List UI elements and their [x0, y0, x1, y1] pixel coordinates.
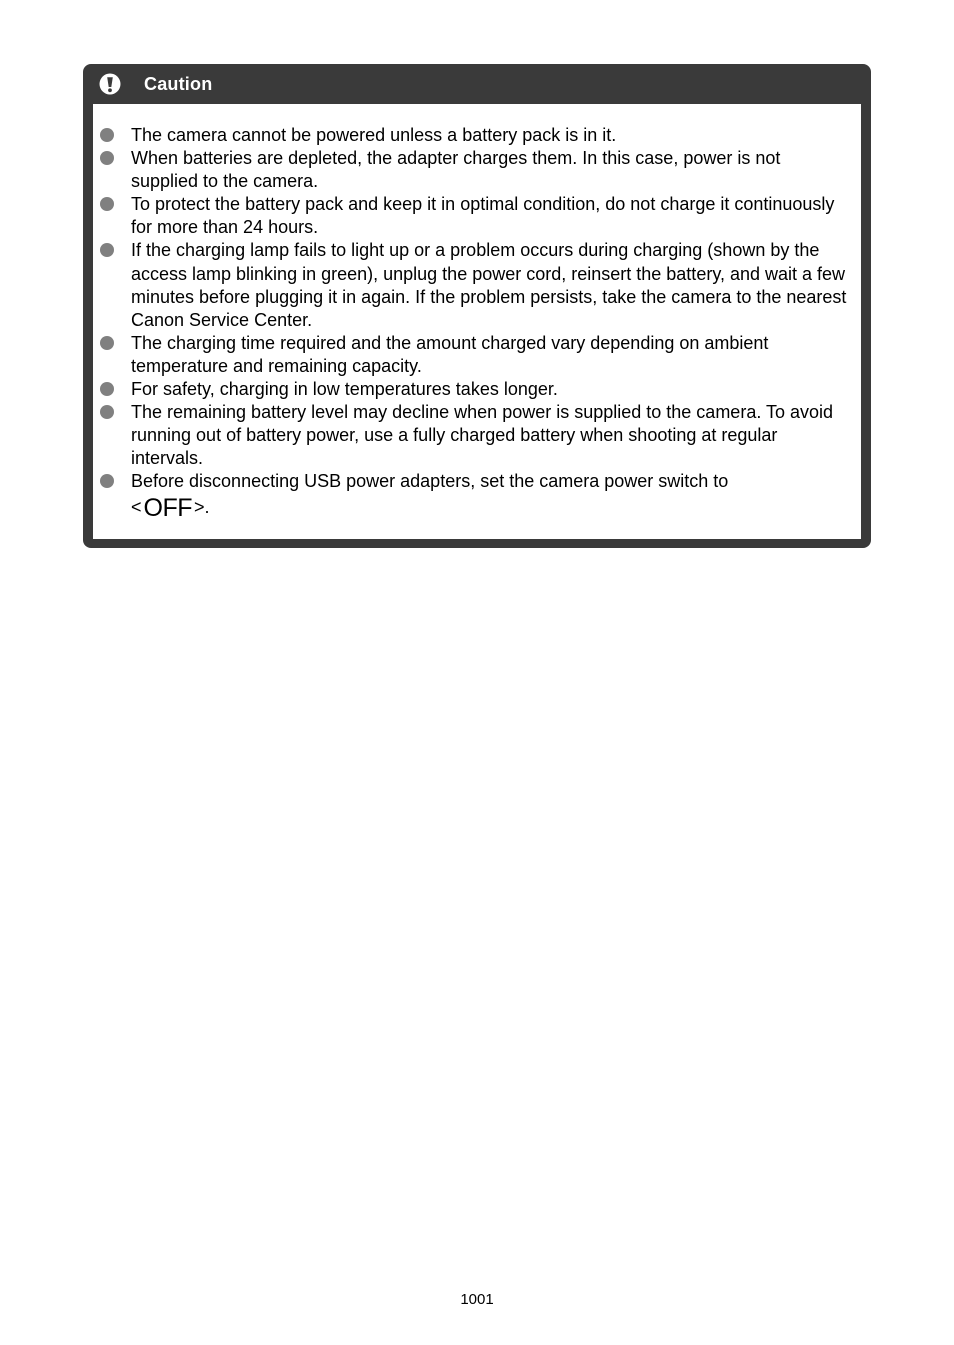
- list-item-text: If the charging lamp fails to light up or a problem occurs during charging (shown by the access lamp blinking in green), unplug the power cord, reinsert the battery, and wait a few minutes before plugging it in again. If the problem persists, take the camera to the nearest Canon Service Center.: [131, 240, 847, 330]
- list-item: [131, 147, 849, 193]
- list-item: [131, 332, 849, 378]
- caution-header: [93, 64, 861, 104]
- list-item-text: For safety, charging in low temperatures takes longer.: [131, 379, 558, 400]
- list-item: [131, 193, 849, 239]
- bullet-dot-icon: [100, 128, 114, 142]
- caution-box: [83, 64, 871, 548]
- bullet-dot-icon: [100, 197, 114, 211]
- list-item: [131, 239, 849, 331]
- caution-list: [131, 124, 849, 522]
- bullet-dot-icon: [100, 336, 114, 350]
- bullet-dot-icon: [100, 382, 114, 396]
- list-item-text: When batteries are depleted, the adapter charges them. In this case, power is not supplied to the camera.: [131, 148, 781, 192]
- list-item-text: To protect the battery pack and keep it in optimal condition, do not charge it continuously for more than 24 hours.: [131, 194, 835, 238]
- off-label: OFF: [143, 493, 193, 522]
- exclamation-circle-icon: [99, 73, 121, 95]
- list-item-text: The charging time required and the amount charged vary depending on ambient temperature and remaining capacity.: [131, 332, 769, 376]
- close-bracket: >.: [194, 496, 210, 517]
- open-bracket: <: [131, 496, 142, 517]
- list-item-text: The remaining battery level may decline when power is supplied to the camera. To avoid running out of battery power, use a fully charged battery when shooting at regular intervals.: [131, 402, 834, 469]
- list-item-text: The camera cannot be powered unless a battery pack is in it.: [131, 125, 617, 145]
- bullet-dot-icon: [100, 474, 114, 488]
- bullet-dot-icon: [100, 151, 114, 165]
- page-number: 1001: [460, 1291, 494, 1308]
- list-item-text: Before disconnecting USB power adapters, set the camera power switch to: [131, 471, 729, 492]
- bullet-dot-icon: [100, 243, 114, 257]
- list-item: [131, 378, 849, 401]
- bullet-dot-icon: [100, 405, 114, 419]
- caution-title: Caution: [144, 73, 213, 94]
- list-item: [131, 470, 849, 522]
- list-item: [131, 401, 849, 470]
- power-switch-off-symbol: [131, 493, 210, 522]
- list-item: [131, 124, 849, 147]
- caution-body: [93, 104, 861, 539]
